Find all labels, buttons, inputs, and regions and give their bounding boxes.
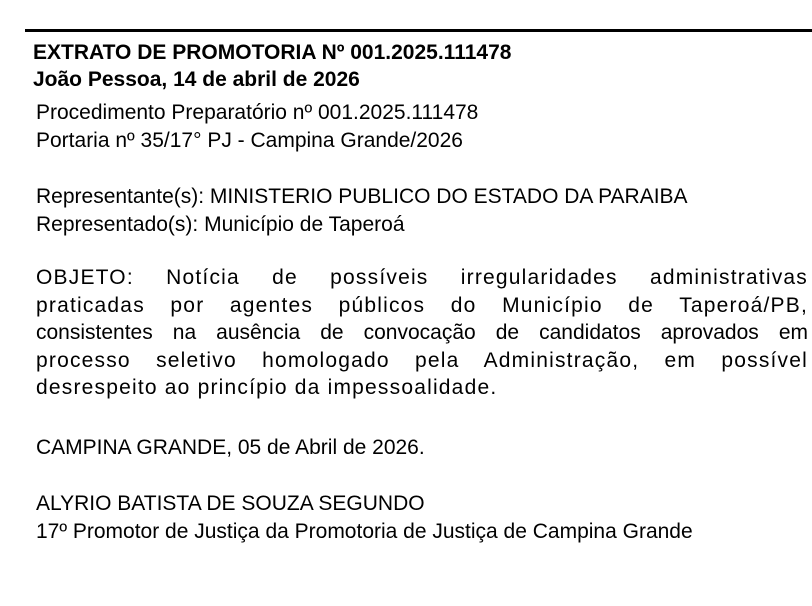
object-line: OBJETO: Notícia de possíveis irregularidades administrativas [36,266,808,289]
portaria-line: Portaria nº 35/17° PJ - Campina Grande/2026 [36,129,463,152]
document-title: EXTRATO DE PROMOTORIA Nº 001.2025.111478 [33,41,512,64]
signatory-name: ALYRIO BATISTA DE SOUZA SEGUNDO [36,492,425,515]
object-line: praticadas por agentes públicos do Município de Taperoá/PB, [36,293,808,317]
procedure-number: Procedimento Preparatório nº 001.2025.111478 [36,101,479,124]
signatory-role: 17º Promotor de Justiça da Promotoria de Justiça de Campina Grande [36,520,693,543]
closing-place-date: CAMPINA GRANDE, 05 de Abril de 2026. [36,436,425,459]
representado-line: Representado(s): Município de Taperoá [36,213,405,236]
object-line: consistentes na ausência de convocação de candidatos aprovados em [36,321,808,344]
representante-line: Representante(s): MINISTERIO PUBLICO DO ESTADO DA PARAIBA [36,185,688,208]
object-line: desrespeito ao princípio da impessoalidade. [36,376,498,399]
object-line: processo seletivo homologado pela Administração, em possível [36,348,808,372]
top-rule [25,29,812,32]
object-paragraph [36,264,808,402]
header-place-date: João Pessoa, 14 de abril de 2026 [33,68,360,91]
